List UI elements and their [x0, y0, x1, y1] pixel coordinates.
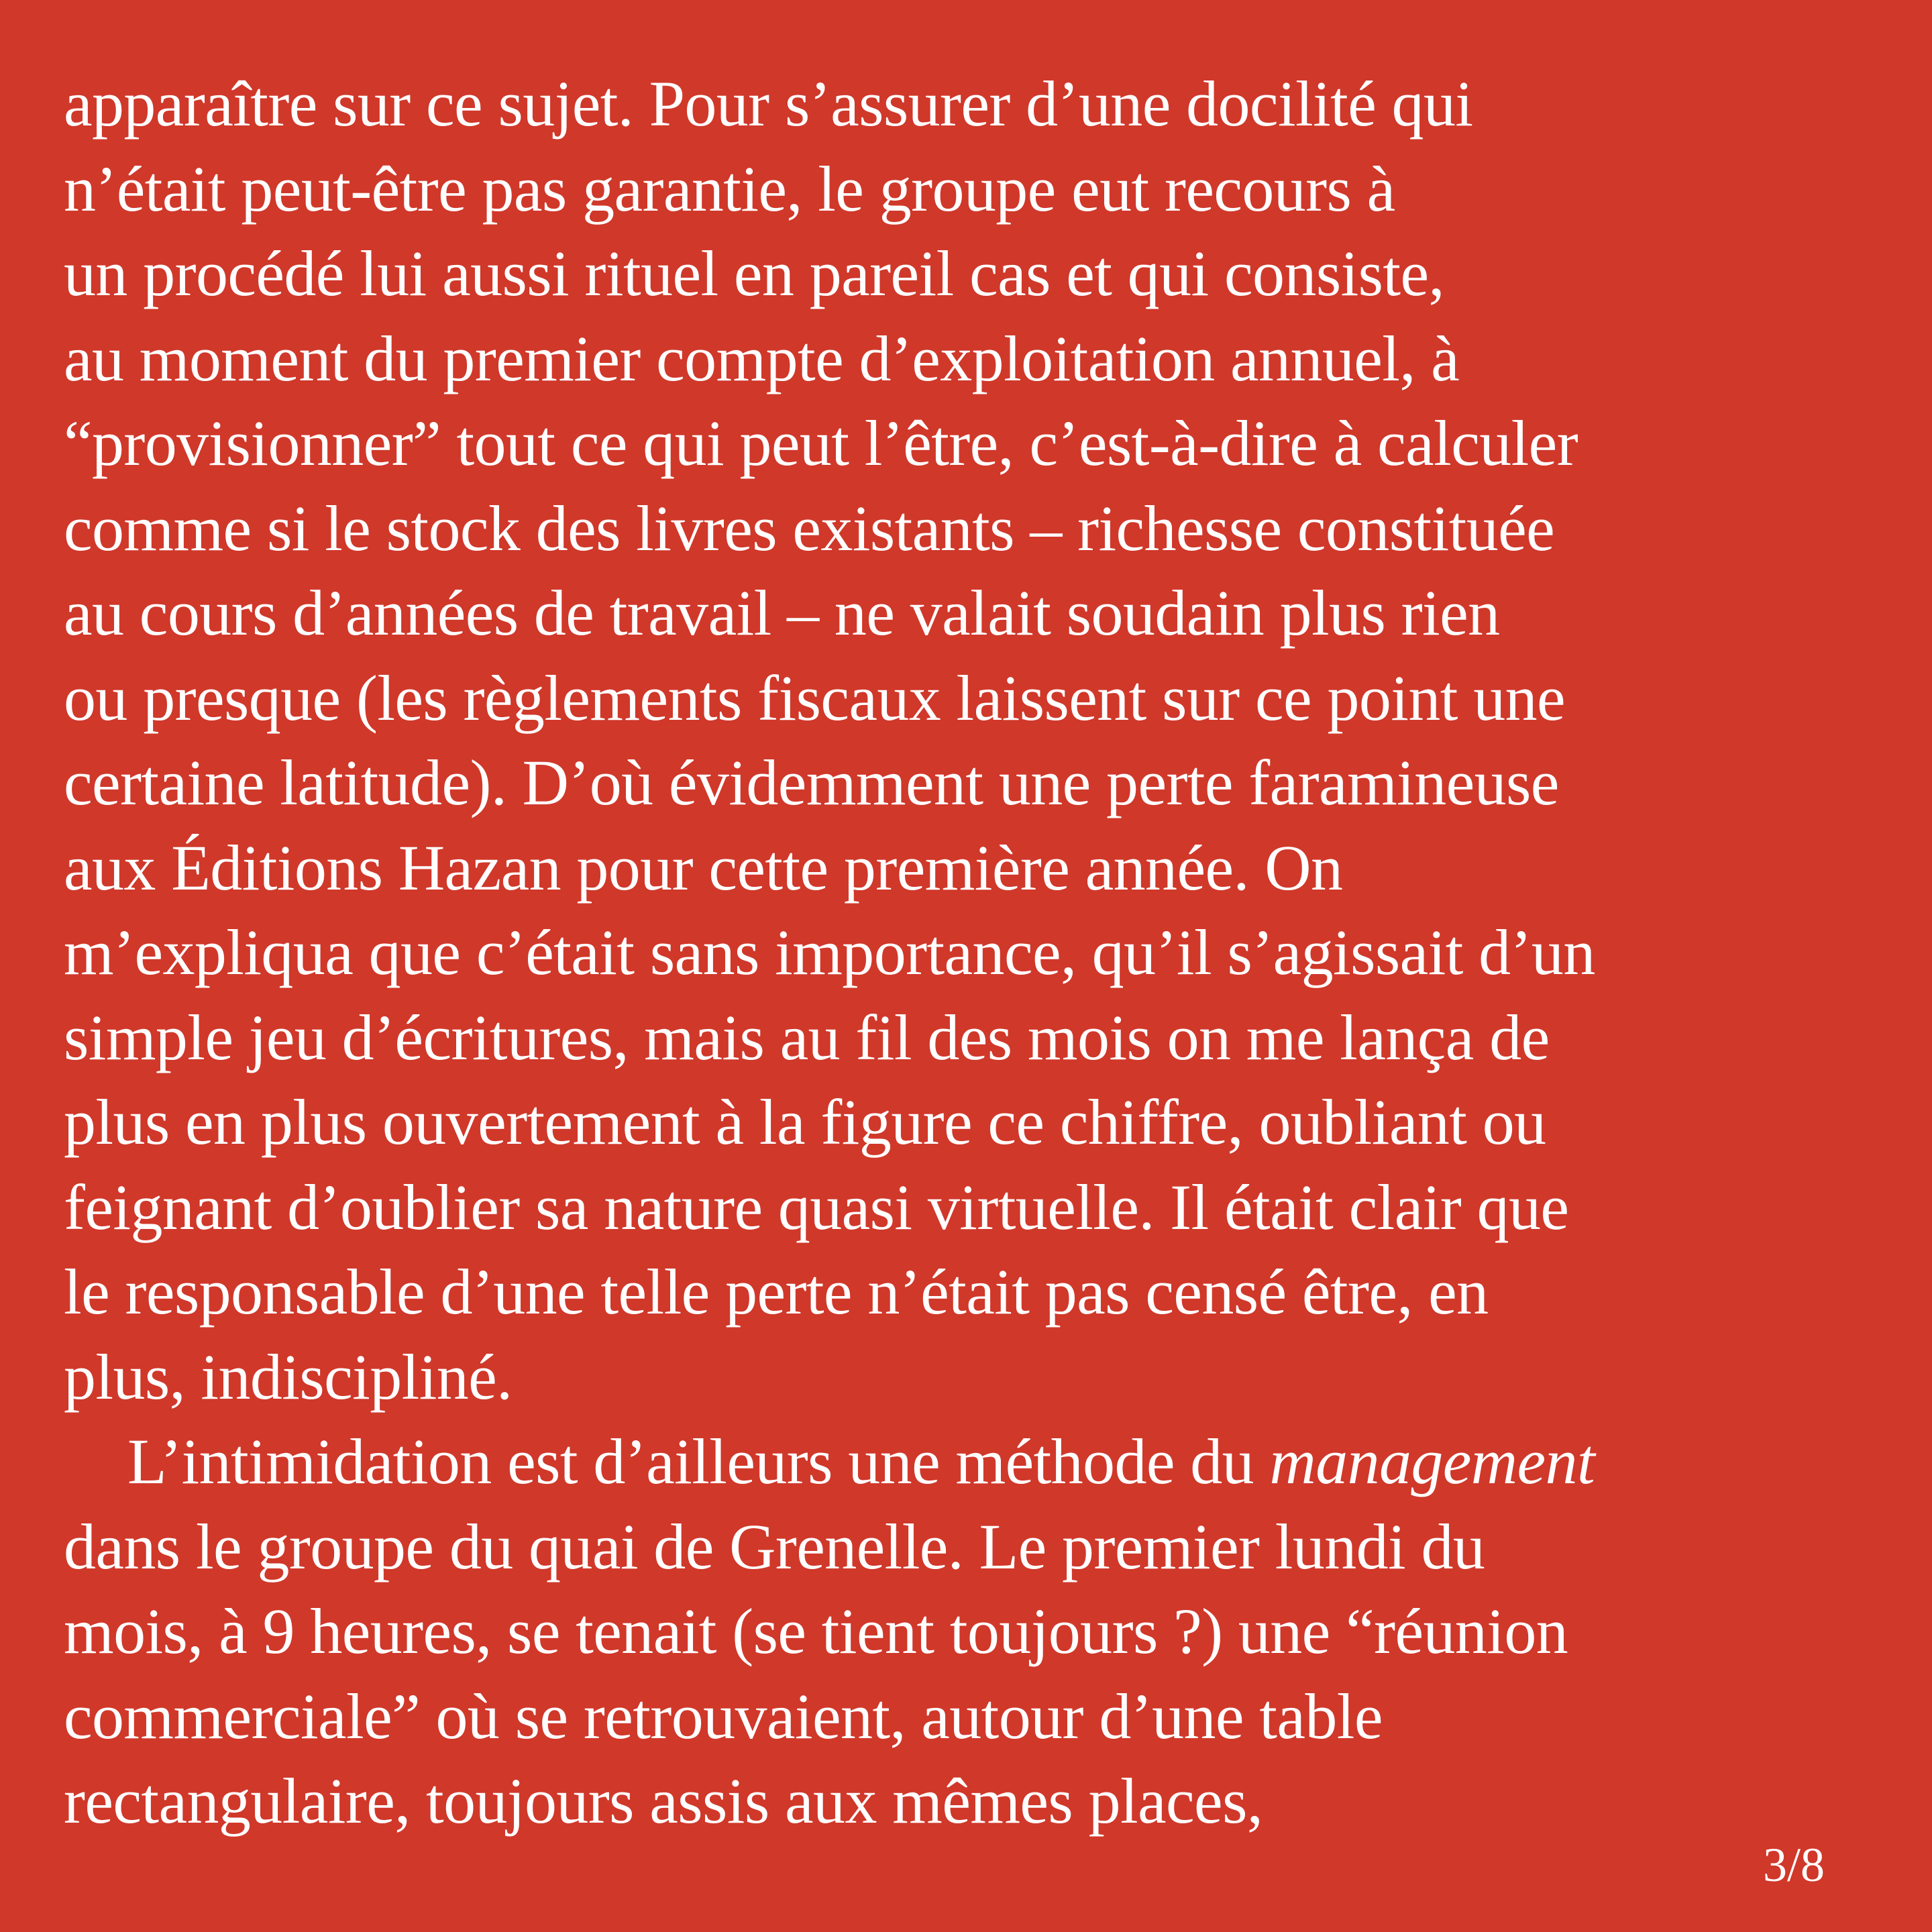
text-line: au cours d’années de travail – ne valait soudain plus rien [64, 577, 1500, 649]
text-line: plus en plus ouvertement à la figure ce chiffre, oubliant ou [64, 1086, 1546, 1158]
text-line: dans le groupe du quai de Grenelle. Le premier lundi du [64, 1510, 1485, 1582]
text-line: simple jeu d’écritures, mais au fil des mois on me lança de [64, 1001, 1550, 1073]
text-line: m’expliqua que c’était sans importance, qu’il s’agissait d’un [64, 916, 1595, 988]
text-line: aux Éditions Hazan pour cette première année. On [64, 831, 1343, 904]
text-line: feignant d’oublier sa nature quasi virtuelle. Il était clair que [64, 1171, 1569, 1243]
text-line: mois, à 9 heures, se tenait (se tient toujours ?) une “réunion [64, 1595, 1568, 1667]
text-line: au moment du premier compte d’exploitation annuel, à [64, 322, 1460, 394]
text-line: apparaître sur ce sujet. Pour s’assurer d’une docilité qui [64, 68, 1473, 140]
text-line: rectangulaire, toujours assis aux mêmes places, [64, 1765, 1263, 1837]
text-line: commerciale” où se retrouvaient, autour d’une table [64, 1680, 1383, 1752]
first-line-text: L’intimidation est d’ailleurs une méthode du [127, 1426, 1270, 1497]
text-line: certaine latitude). D’où évidemment une perte faramineuse [64, 747, 1559, 818]
text-line: “provisionner” tout ce qui peut l’être, c’est-à-dire à calculer [64, 407, 1578, 479]
body-text [64, 62, 1915, 1844]
text-line: n’était peut-être pas garantie, le groupe eut recours à [64, 152, 1395, 225]
page-number: 3/8 [1762, 1838, 1825, 1892]
text-line: le responsable d’une telle perte n’était pas censé être, en [64, 1256, 1489, 1328]
text-line: comme si le stock des livres existants – richesse constituée [64, 492, 1555, 564]
text-line: un procédé lui aussi rituel en pareil cas et qui consiste, [64, 237, 1444, 309]
paragraph-first-line [64, 1419, 1915, 1505]
text-line: ou presque (les règlements fiscaux laissent sur ce point une [64, 661, 1566, 734]
text-line: plus, indiscipliné. [64, 1340, 513, 1413]
italic-term: management [1269, 1426, 1595, 1497]
